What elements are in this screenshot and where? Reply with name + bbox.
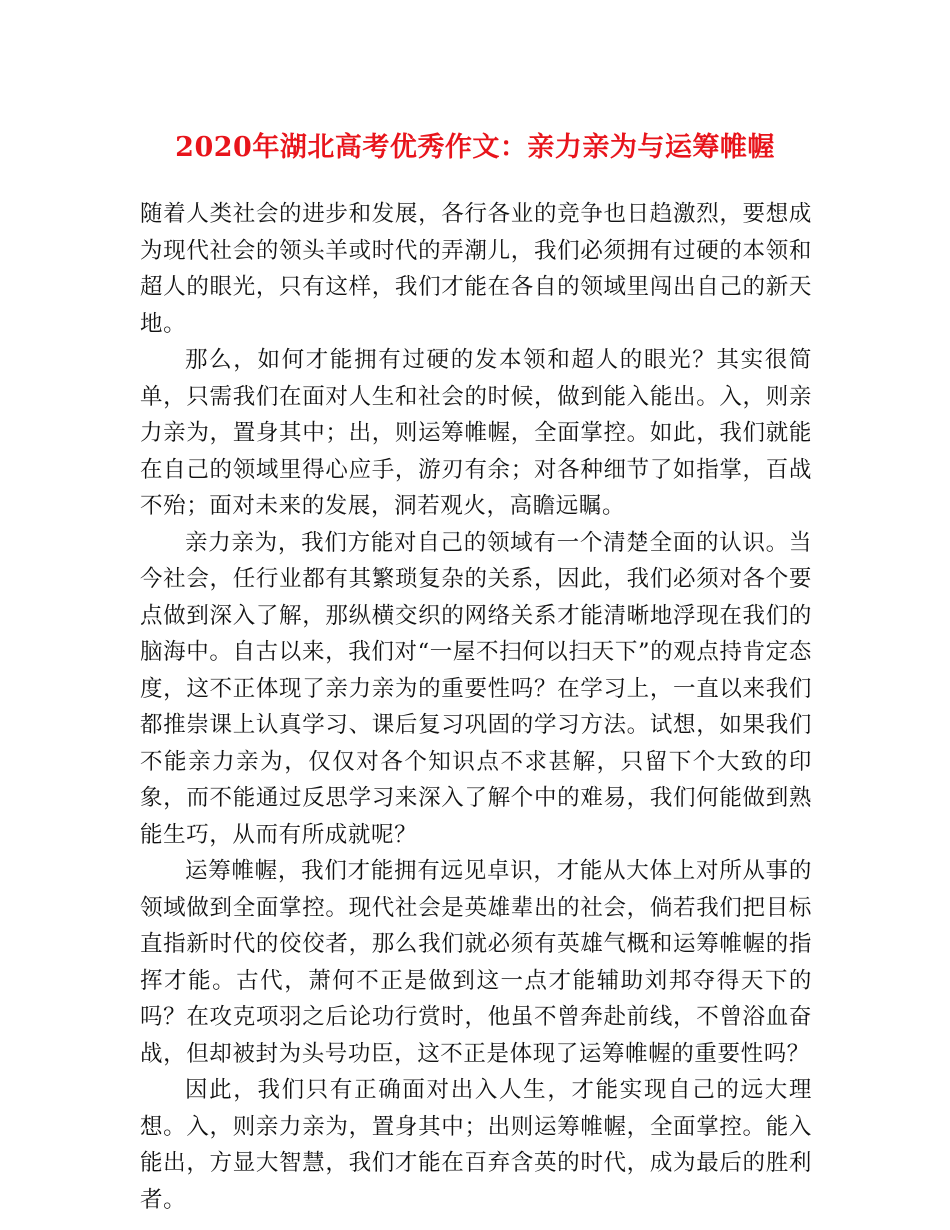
paragraph-thesis: 那么，如何才能拥有过硬的发本领和超人的眼光？其实很简单，只需我们在面对人生和社会的时候，做到能入能出。入，则亲力亲为，置身其中；出，则运筹帷幄，全面掌控。如此，我们就能在自己的领域里得心应手，游刃有余；对各种细节了如指掌，百战不殆；面对未来的发展，洞若观火，高瞻远瞩。 xyxy=(140,347,812,519)
paragraph-conclusion: 因此，我们只有正确面对出入人生，才能实现自己的远大理想。入，则亲力亲为，置身其中；出则运筹帷幄，全面掌控。能入能出，方显大智慧，我们才能在百弃含英的时代，成为最后的胜利者。 xyxy=(140,1077,812,1213)
paragraph-intro: 随着人类社会的进步和发展，各行各业的竞争也日趋激烈，要想成为现代社会的领头羊或时代的弄潮儿，我们必须拥有过硬的本领和超人的眼光，只有这样，我们才能在各自的领域里闯出自己的新天地。 xyxy=(140,201,812,337)
document-title: 2020年湖北高考优秀作文：亲力亲为与运筹帷幄 xyxy=(175,132,775,163)
paragraph-strategy: 运筹帷幄，我们才能拥有远见卓识，才能从大体上对所从事的领域做到全面掌控。现代社会是英雄辈出的社会，倘若我们把目标直指新时代的佼佼者，那么我们就必须有英雄气概和运筹帷幄的指挥才能。古代，萧何不正是做到这一点才能辅助刘邦夺得天下的吗？在攻克项羽之后论功行赏时，他虽不曾奔赴前线，不曾浴血奋战，但却被封为头号功臣，这不正是体现了运筹帷幄的重要性吗？ xyxy=(140,858,812,1067)
paragraph-hands-on: 亲力亲为，我们方能对自己的领域有一个清楚全面的认识。当今社会，任行业都有其繁琐复杂的关系，因此，我们必须对各个要点做到深入了解，那纵横交织的网络关系才能清晰地浮现在我们的脑海中。自古以来，我们对“一屋不扫何以扫天下”的观点持肯定态度，这不正体现了亲力亲为的重要性吗？在学习上，一直以来我们都推崇课上认真学习、课后复习巩固的学习方法。试想，如果我们不能亲力亲为，仅仅对各个知识点不求甚解，只留下个大致的印象，而不能通过反思学习来深入了解个中的难易，我们何能做到熟能生巧，从而有所成就呢？ xyxy=(140,529,812,848)
document-body xyxy=(140,196,812,1218)
